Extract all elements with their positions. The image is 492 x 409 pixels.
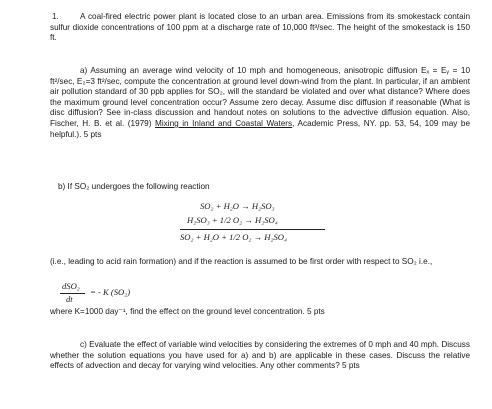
problem-intro (50, 12, 470, 44)
reaction-net: SO₂ + H₂O + 1/2 O₂ → H₂SO₄ (180, 232, 287, 242)
part-c-text: c) Evaluate the effect of variable wind velocities by considering the extremes of 0 mph and 40 mph. Discuss whether the solution equations you have used for a) and b) are applicable in these cases. Discuss the relative effects of advection and decay for varying wind velocities. Any other comments? 5 pts (50, 340, 470, 371)
rate-denominator: dt (66, 294, 73, 304)
part-b-end-text: where K=1000 day⁻¹, find the effect on the ground level concentration. 5 pts (50, 307, 325, 316)
part-a-text: a) Assuming an average wind velocity of 10 mph and homogeneous, anisotropic diffusion Eₓ = Eᵧ = 10 ft²/sec, E₂=3 ft²/sec, compute the concentration at ground level down-wind from the plant. In particular, if an ambient air pollution standard of 30 ppb applies for SO₂, will the standard be violated and over what distance? Where does the maximum ground level concentration occur? Assume zero decay. Assume disc diffusion if reasonable (What is disc diffusion? See in-class discussion and handout notes on solutions to the advective diffusion equation. Also, Fischer, H. B. et al. (1979) (50, 66, 470, 128)
rate-numerator: dSO₂ (62, 281, 80, 291)
part-b-lead (50, 182, 470, 193)
part-b-middle-text: (i.e., leading to acid rain formation) and if the reaction is assumed to be first order with respect to SO₂ i.e., (50, 257, 433, 266)
part-b-end (50, 307, 470, 318)
part-b-middle (50, 257, 470, 268)
rate-rhs: = - K (SO₂) (90, 287, 131, 297)
reaction-2: H₂SO₃ + 1/2 O₂ → H₂SO₄ (187, 215, 278, 225)
intro-text: A coal-fired electric power plant is located close to an urban area. Emissions from its smokestack contain sulfur dioxide concentrations of 100 ppm at a discharge rate of 10,000 ft³/sec. The height of the smokestack is 150 ft. (50, 12, 470, 43)
reference-title: Mixing in Inland and Coastal Waters (155, 118, 293, 128)
reaction-1: SO₂ + H₂O → H₂SO₃ (200, 201, 275, 211)
part-a (50, 66, 470, 140)
part-b-lead-text: b) If SO₂ undergoes the following reaction (58, 182, 210, 191)
part-c (50, 340, 470, 372)
reaction-sum-rule (180, 229, 325, 230)
problem-number: 1. (52, 12, 59, 21)
part-a-text-end: , Academic Press, NY. pp. 53, 54, 109 may be helpful.). 5 pts (50, 118, 470, 139)
